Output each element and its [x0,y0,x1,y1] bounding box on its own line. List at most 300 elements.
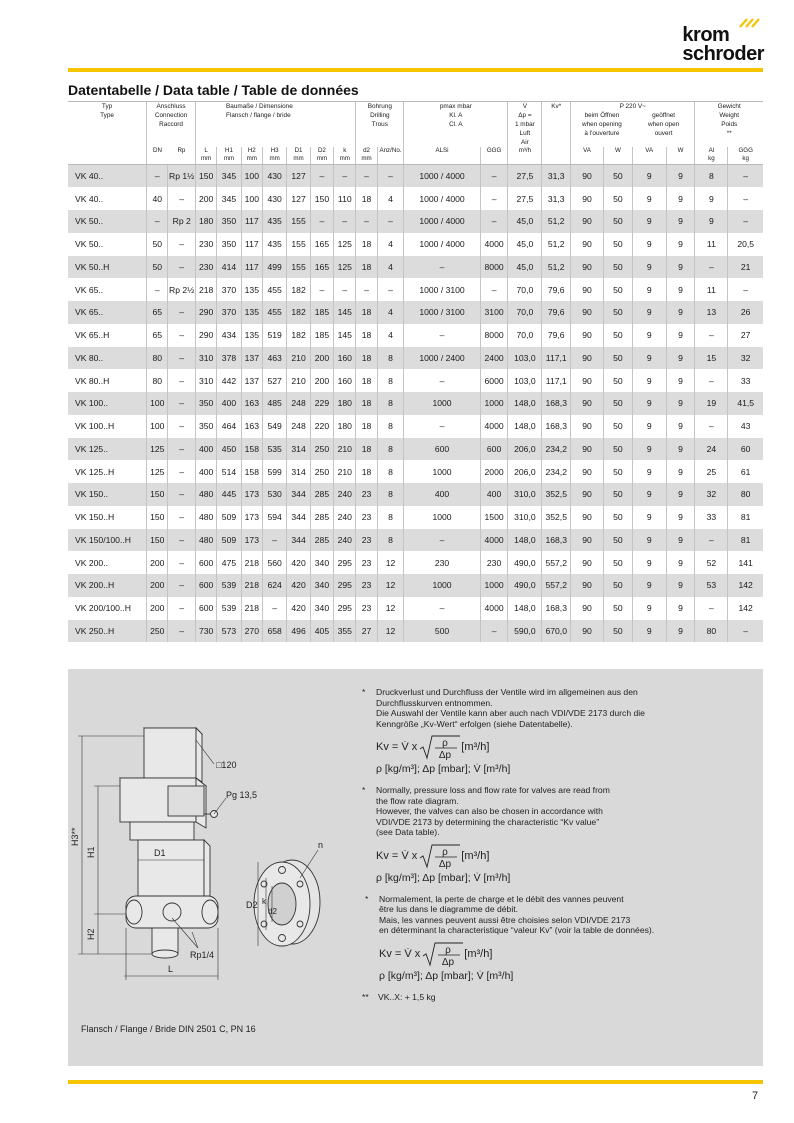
data-table [68,101,763,642]
table-cell: Rp 2 [168,210,196,233]
table-cell: 90 [571,278,604,301]
table-cell: 90 [571,301,604,324]
table-cell: 9 [632,574,666,597]
table-cell: 420 [287,574,310,597]
table-cell: 464 [217,415,241,438]
table-cell: 23 [356,483,377,506]
table-cell: 6000 [480,369,508,392]
table-cell: – [480,620,508,643]
table-cell: 70,0 [508,278,542,301]
table-cell: 230 [480,551,508,574]
table-cell: 173 [241,506,262,529]
table-cell: 158 [241,438,262,461]
table-cell: 1000 [404,392,481,415]
table-cell: 27,5 [508,187,542,210]
unit-l: L mm [196,147,217,165]
table-row [68,392,763,415]
table-cell: 125 [147,438,168,461]
top-accent-bar [68,68,763,72]
table-cell: 400 [480,483,508,506]
table-cell: 9 [632,483,666,506]
label-d2: D2 [246,900,258,910]
table-cell: 434 [217,324,241,347]
table-cell: 1000 / 4000 [404,187,481,210]
table-cell: – [168,369,196,392]
note-french: * Normalement, la perte de charge et le débit des vannes peuvent être lus dans le diagramme de débit. Mais, les vannes peuvent aussi être choisies selon VDI/VDE 2173 en déterminant la characteristique “valeur Kv” (voir la table de données). Kv = V̇ x ρ Δp [m³/h] ρ [kg/m³]; Δp [mbar]; V̇ [m³/h] [365,894,752,982]
table-cell: 218 [241,574,262,597]
table-cell: 4000 [480,529,508,552]
table-cell: 455 [262,278,286,301]
table-cell: 9 [666,301,695,324]
cell-type: VK 65.. [75,307,104,318]
table-cell: 485 [262,392,286,415]
page-number: 7 [752,1090,759,1102]
table-cell: 23 [356,506,377,529]
table-cell: 9 [666,256,695,279]
table-cell: 60 [728,438,763,461]
table-cell: – [168,256,196,279]
table-cell: Rp 1½ [168,165,196,188]
table-cell: 285 [310,506,333,529]
table-row [68,165,763,188]
table-cell: 90 [571,483,604,506]
table-cell: 8 [377,347,404,370]
unit-w-open: W [666,147,695,165]
table-cell: 240 [334,529,356,552]
table-cell: 50 [604,233,633,256]
table-cell: 180 [334,415,356,438]
terminal-box [168,786,204,816]
table-cell: 79,6 [542,301,571,324]
table-cell: – [310,210,333,233]
table-cell: 160 [334,347,356,370]
table-cell: 125 [147,460,168,483]
unit-m3h: m³/h [508,147,542,165]
table-cell: 11 [695,233,728,256]
table-cell: 18 [356,301,377,324]
table-cell: 148,0 [508,415,542,438]
table-cell: 80 [147,347,168,370]
unit-rp: Rp [168,147,196,165]
table-cell: 350 [217,210,241,233]
table-cell: 370 [217,301,241,324]
table-cell: 150 [310,187,333,210]
table-cell: 23 [356,551,377,574]
table-cell: 100 [147,415,168,438]
table-cell: 9 [666,165,695,188]
table-cell: 8 [695,165,728,188]
table-cell: 12 [377,597,404,620]
table-cell: 50 [604,597,633,620]
table-cell: 90 [571,233,604,256]
table-cell: 182 [287,301,310,324]
table-cell: 103,0 [508,369,542,392]
table-cell: 230 [404,551,481,574]
table-cell: 414 [217,256,241,279]
table-cell: 148,0 [508,392,542,415]
table-cell: 4000 [480,415,508,438]
valve-drawing [68,713,368,1003]
table-cell: 9 [632,347,666,370]
table-cell: 81 [728,529,763,552]
table-cell: 9 [632,233,666,256]
unit-ggg: GGG [480,147,508,165]
table-cell: 1000 [404,574,481,597]
cell-type: VK 150..H [75,512,115,523]
table-cell: 50 [604,369,633,392]
col-pmax-header: pmax mbar Kl. A Cl. A [404,102,508,148]
cell-type: VK 50..H [75,261,110,272]
note-german: * Druckverlust und Durchfluss der Ventile wird im allgemeinen aus den Durchflusskurven entnommen. Die Auswahl der Ventile kann aber auch nach VDI/VDE 2173 durch die Kenngröße „Kv-Wert“ erfolgen (siehe Datentabelle). Kv = V̇ x ρ Δp [m³/h] ρ [kg/m³]; Δp [mbar]; V̇ [m³/h] [362,687,752,775]
unit-ggg-weight: GGG kg [728,147,763,165]
table-cell: 168,3 [542,392,571,415]
label-h1: H1 [86,846,96,858]
svg-text:ρ: ρ [442,738,449,750]
table-cell: 240 [334,506,356,529]
table-cell: 295 [334,574,356,597]
table-cell: 310 [196,369,217,392]
table-row [68,210,763,233]
table-cell: 50 [604,438,633,461]
table-cell: 4 [377,301,404,324]
table-cell: 1000 / 3100 [404,301,481,324]
table-cell: 168,3 [542,415,571,438]
table-cell: 150 [196,165,217,188]
table-cell: 600 [196,597,217,620]
table-cell: 594 [262,506,286,529]
table-cell: 624 [262,574,286,597]
table-cell: – [695,324,728,347]
table-cell: 496 [287,620,310,643]
table-cell: 8 [377,529,404,552]
table-cell: 1000 [404,506,481,529]
table-cell: 173 [241,483,262,506]
table-cell: 90 [571,210,604,233]
table-cell: 600 [196,551,217,574]
table-cell: – [480,187,508,210]
table-cell: 173 [241,529,262,552]
table-body [68,165,763,643]
table-cell: 9 [666,438,695,461]
table-cell: 23 [356,574,377,597]
table-cell: 370 [217,278,241,301]
label-n: n [318,840,324,850]
table-cell: 90 [571,415,604,438]
table-cell: 658 [262,620,286,643]
table-cell: 9 [666,233,695,256]
label-rp: Rp1/4 [190,950,215,960]
table-cell: 33 [728,369,763,392]
table-cell: 344 [287,506,310,529]
table-cell: 45,0 [508,233,542,256]
table-cell: 165 [310,233,333,256]
table-cell: 117 [241,210,262,233]
table-cell: – [168,483,196,506]
table-cell: 600 [404,438,481,461]
table-cell: 125 [334,256,356,279]
table-cell: 12 [377,620,404,643]
table-cell: 295 [334,551,356,574]
table-cell: 50 [604,620,633,643]
table-cell: 158 [241,460,262,483]
table-cell: – [695,597,728,620]
table-cell: 50 [604,551,633,574]
table-cell: 168,3 [542,597,571,620]
table-cell: 163 [241,415,262,438]
table-cell: 24 [695,438,728,461]
table-cell: 50 [604,574,633,597]
table-cell: 15 [695,347,728,370]
unit-d2-small: d2 mm [356,147,377,165]
table-cell: 155 [287,256,310,279]
table-row [68,620,763,643]
table-cell: 65 [147,301,168,324]
table-cell: 400 [217,392,241,415]
table-cell: 27 [356,620,377,643]
table-cell: 90 [571,392,604,415]
table-cell: 206,0 [508,438,542,461]
table-cell: – [262,597,286,620]
table-cell: 51,2 [542,210,571,233]
table-cell: 50 [604,324,633,347]
table-cell: 18 [356,415,377,438]
sqrt-icon [419,843,461,869]
table-cell: – [147,210,168,233]
table-cell: 45,0 [508,256,542,279]
table-cell: 2400 [480,347,508,370]
table-cell: 9 [632,301,666,324]
table-cell: 250 [310,460,333,483]
table-cell: 9 [632,324,666,347]
table-cell: 9 [632,506,666,529]
unit-type [68,147,147,165]
actuator-upper [144,728,196,778]
table-cell: 50 [147,233,168,256]
table-cell: 25 [695,460,728,483]
table-cell: 290 [196,324,217,347]
cell-type: VK 100..H [75,421,115,432]
table-cell: 117,1 [542,347,571,370]
table-cell: 51,2 [542,256,571,279]
table-cell: – [404,324,481,347]
table-cell: – [310,165,333,188]
table-cell: 590,0 [508,620,542,643]
table-cell: 290 [196,301,217,324]
table-cell: 8 [377,415,404,438]
cell-type: VK 50.. [75,239,104,250]
table-cell: – [377,210,404,233]
cell-type: VK 200.. [75,557,108,568]
table-cell: 234,2 [542,460,571,483]
table-cell: 150 [147,506,168,529]
table-row [68,460,763,483]
table-row [68,438,763,461]
table-cell: 90 [571,506,604,529]
table-cell: 19 [695,392,728,415]
table-cell: 229 [310,392,333,415]
note-double-star: ** [362,991,369,1002]
label-d1: D1 [154,848,166,858]
table-cell: 442 [217,369,241,392]
label-d2-small: d2 [268,907,277,916]
table-cell: 90 [571,574,604,597]
table-cell: 9 [632,620,666,643]
table-cell: 455 [262,301,286,324]
table-cell: 53 [695,574,728,597]
table-cell: 163 [241,392,262,415]
table-cell: 218 [241,597,262,620]
table-cell: 80 [147,369,168,392]
table-cell: – [168,324,196,347]
table-cell: 155 [287,210,310,233]
bottom-accent-bar [68,1080,763,1084]
table-row [68,506,763,529]
table-cell: 18 [356,460,377,483]
sqrt-icon [419,734,461,760]
table-cell: 445 [217,483,241,506]
table-cell: 519 [262,324,286,347]
table-cell: – [334,210,356,233]
table-cell: 9 [632,597,666,620]
table-cell: 405 [310,620,333,643]
table-cell: 500 [404,620,481,643]
table-cell: 18 [356,233,377,256]
table-cell: 344 [287,529,310,552]
table-cell: 557,2 [542,574,571,597]
table-cell: – [356,210,377,233]
table-cell: 41,5 [728,392,763,415]
table-cell: 1000 / 2400 [404,347,481,370]
table-cell: 730 [196,620,217,643]
table-cell: 430 [262,165,286,188]
table-head [68,102,763,165]
table-cell: 50 [604,187,633,210]
unit-d1: D1 mm [287,147,310,165]
table-cell: 8000 [480,256,508,279]
table-cell: 50 [604,392,633,415]
table-cell: 18 [356,392,377,415]
table-cell: 90 [571,256,604,279]
note-weight-extra: ** VK..X: + 1,5 kg [362,991,436,1002]
table-cell: 248 [287,415,310,438]
table-cell: 9 [695,187,728,210]
table-cell: 4 [377,187,404,210]
svg-text:ρ: ρ [442,846,449,858]
table-cell: 18 [356,324,377,347]
table-cell: 185 [310,301,333,324]
table-cell: 200 [196,187,217,210]
table-cell: 599 [262,460,286,483]
table-cell: 9 [666,210,695,233]
table-cell: 499 [262,256,286,279]
table-row [68,369,763,392]
logo-mark-icon [738,18,760,28]
table-cell: 9 [666,620,695,643]
table-cell: 90 [571,460,604,483]
table-cell: – [728,187,763,210]
table-cell: 9 [666,347,695,370]
table-cell: 475 [217,551,241,574]
table-cell: 50 [604,210,633,233]
table-cell: 65 [147,324,168,347]
table-cell: 9 [632,369,666,392]
table-cell: – [168,347,196,370]
table-cell: 9 [666,506,695,529]
cell-type: VK 40.. [75,193,104,204]
table-cell: 435 [262,233,286,256]
table-cell: 135 [241,301,262,324]
table-cell: 200 [147,574,168,597]
table-cell: 18 [356,347,377,370]
col-power-header: P 220 V~ beim Öffnen geöffnet when opening when open à l'ouverture ouvert [571,102,695,148]
col-type-header: Typ Type [68,102,147,148]
table-cell: 9 [632,551,666,574]
table-cell: 168,3 [542,529,571,552]
table-cell: 4 [377,256,404,279]
table-cell: 127 [287,187,310,210]
label-k: k [262,897,266,906]
table-cell: 514 [217,460,241,483]
table-cell: 9 [666,392,695,415]
table-cell: 420 [287,597,310,620]
table-cell: 50 [604,301,633,324]
label-pg: Pg 13,5 [226,790,258,800]
note-english: * Normally, pressure loss and flow rate for valves are read from the flow rate diagram. However, the valves can also be chosen in accordance with VDI/VDE 2173 by determining the characteristic “Kv value” (see Data table). Kv = V̇ x ρ Δp [m³/h] ρ [kg/m³]; Δp [mbar]; V̇ [m³/h] [362,785,752,884]
table-cell: – [168,301,196,324]
table-cell: 81 [728,506,763,529]
table-cell: 549 [262,415,286,438]
table-cell: 490,0 [508,551,542,574]
cell-type: VK 40.. [75,171,104,182]
table-cell: 50 [604,483,633,506]
table-cell: 314 [287,460,310,483]
table-cell: 18 [356,438,377,461]
table-cell: 200 [147,597,168,620]
table-cell: 8 [377,438,404,461]
table-cell: 150 [147,529,168,552]
table-cell: 90 [571,165,604,188]
table-cell: 79,6 [542,324,571,347]
cell-type: VK 200/100..H [75,603,131,614]
table-cell: 79,6 [542,278,571,301]
table-cell: 18 [356,369,377,392]
cell-type: VK 65.. [75,284,104,295]
table-cell: 490,0 [508,574,542,597]
table-cell: 135 [241,324,262,347]
table-cell: 80 [728,483,763,506]
table-cell: – [168,392,196,415]
note-star: * [362,687,366,697]
table-cell: 310 [196,347,217,370]
table-cell: 141 [728,551,763,574]
table-cell: 9 [666,324,695,347]
table-cell: 1000 [480,574,508,597]
unit-h2: H2 mm [241,147,262,165]
table-cell: 23 [356,529,377,552]
table-cell: 9 [632,210,666,233]
cell-type: VK 200..H [75,580,115,591]
cell-type: VK 80..H [75,375,110,386]
table-cell: 539 [217,597,241,620]
unit-alsi: ALSi [404,147,481,165]
table-cell: 230 [196,256,217,279]
label-h2: H2 [86,928,96,940]
table-cell: 1000 / 4000 [404,210,481,233]
table-cell: 2000 [480,460,508,483]
col-connection-header: Anschluss Connection Raccord [147,102,196,148]
table-cell: 90 [571,551,604,574]
table-cell: 20,5 [728,233,763,256]
